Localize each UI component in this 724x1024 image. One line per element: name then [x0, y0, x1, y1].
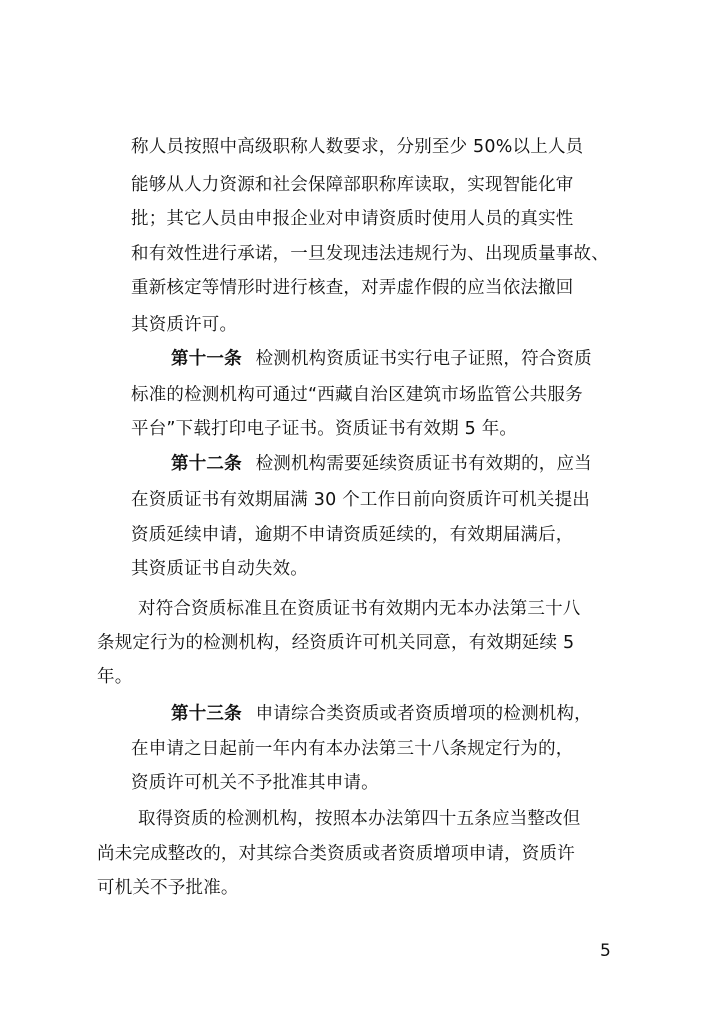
article-11-text: 检测机构资质证书实行电子证照，符合资质 — [255, 349, 592, 369]
article-12-text: 检测机构需要延续资质证书有效期的，应当 — [255, 454, 592, 474]
article-11-line-2: 标准的检测机构可通过“西藏自治区建筑市场监管公共服务 — [131, 385, 583, 405]
paragraph-6-line-1: 取得资质的检测机构，按照本办法第四十五条应当整改但 — [138, 809, 581, 829]
paragraph-6-line-3: 可机关不予批准。 — [97, 878, 239, 898]
paragraph-1-line-3: 批；其它人员由申报企业对申请资质时使用人员的真实性 — [131, 209, 574, 229]
page-number: 5 — [600, 941, 611, 961]
article-12-line-4: 其资质证书自动失效。 — [131, 559, 308, 579]
paragraph-4-line-1: 对符合资质标准且在资质证书有效期内无本办法第三十八 — [138, 599, 581, 619]
paragraph-1-line-2: 能够从人力资源和社会保障部职称库读取，实现智能化审 — [131, 175, 574, 195]
article-13-line-3: 资质许可机关不予批准其申请。 — [131, 773, 379, 793]
article-11-line-1 — [171, 347, 592, 371]
article-12-line-3: 资质延续申请，逾期不申请资质延续的，有效期届满后， — [131, 525, 574, 545]
article-12-line-2: 在资质证书有效期届满 30 个工作日前向资质许可机关提出 — [131, 490, 590, 510]
article-13-heading: 第十三条 — [171, 704, 242, 724]
paragraph-1-line-6: 其资质许可。 — [131, 315, 238, 335]
article-11-line-3: 平台”下载打印电子证书。资质证书有效期 5 年。 — [131, 419, 518, 439]
paragraph-1-line-5: 重新核定等情形时进行核查，对弄虚作假的应当依法撤回 — [131, 278, 574, 298]
paragraph-1-line-1: 称人员按照中高级职称人数要求，分别至少 50%以上人员 — [131, 137, 584, 157]
paragraph-4-line-2: 条规定行为的检测机构，经资质许可机关同意，有效期延续 5 — [97, 633, 575, 653]
article-13-line-2: 在申请之日起前一年内有本办法第三十八条规定行为的， — [131, 739, 574, 759]
article-11-heading: 第十一条 — [171, 349, 242, 369]
paragraph-4-line-3: 年。 — [97, 667, 133, 687]
paragraph-6-line-2: 尚未完成整改的，对其综合类资质或者资质增项申请，资质许 — [97, 844, 575, 864]
article-12-heading: 第十二条 — [171, 454, 242, 474]
article-13-line-1 — [171, 702, 592, 726]
article-12-line-1 — [171, 452, 592, 476]
paragraph-1-line-4: 和有效性进行承诺，一旦发现违法违规行为、出现质量事故、 — [131, 244, 609, 264]
article-13-text: 申请综合类资质或者资质增项的检测机构， — [255, 704, 592, 724]
